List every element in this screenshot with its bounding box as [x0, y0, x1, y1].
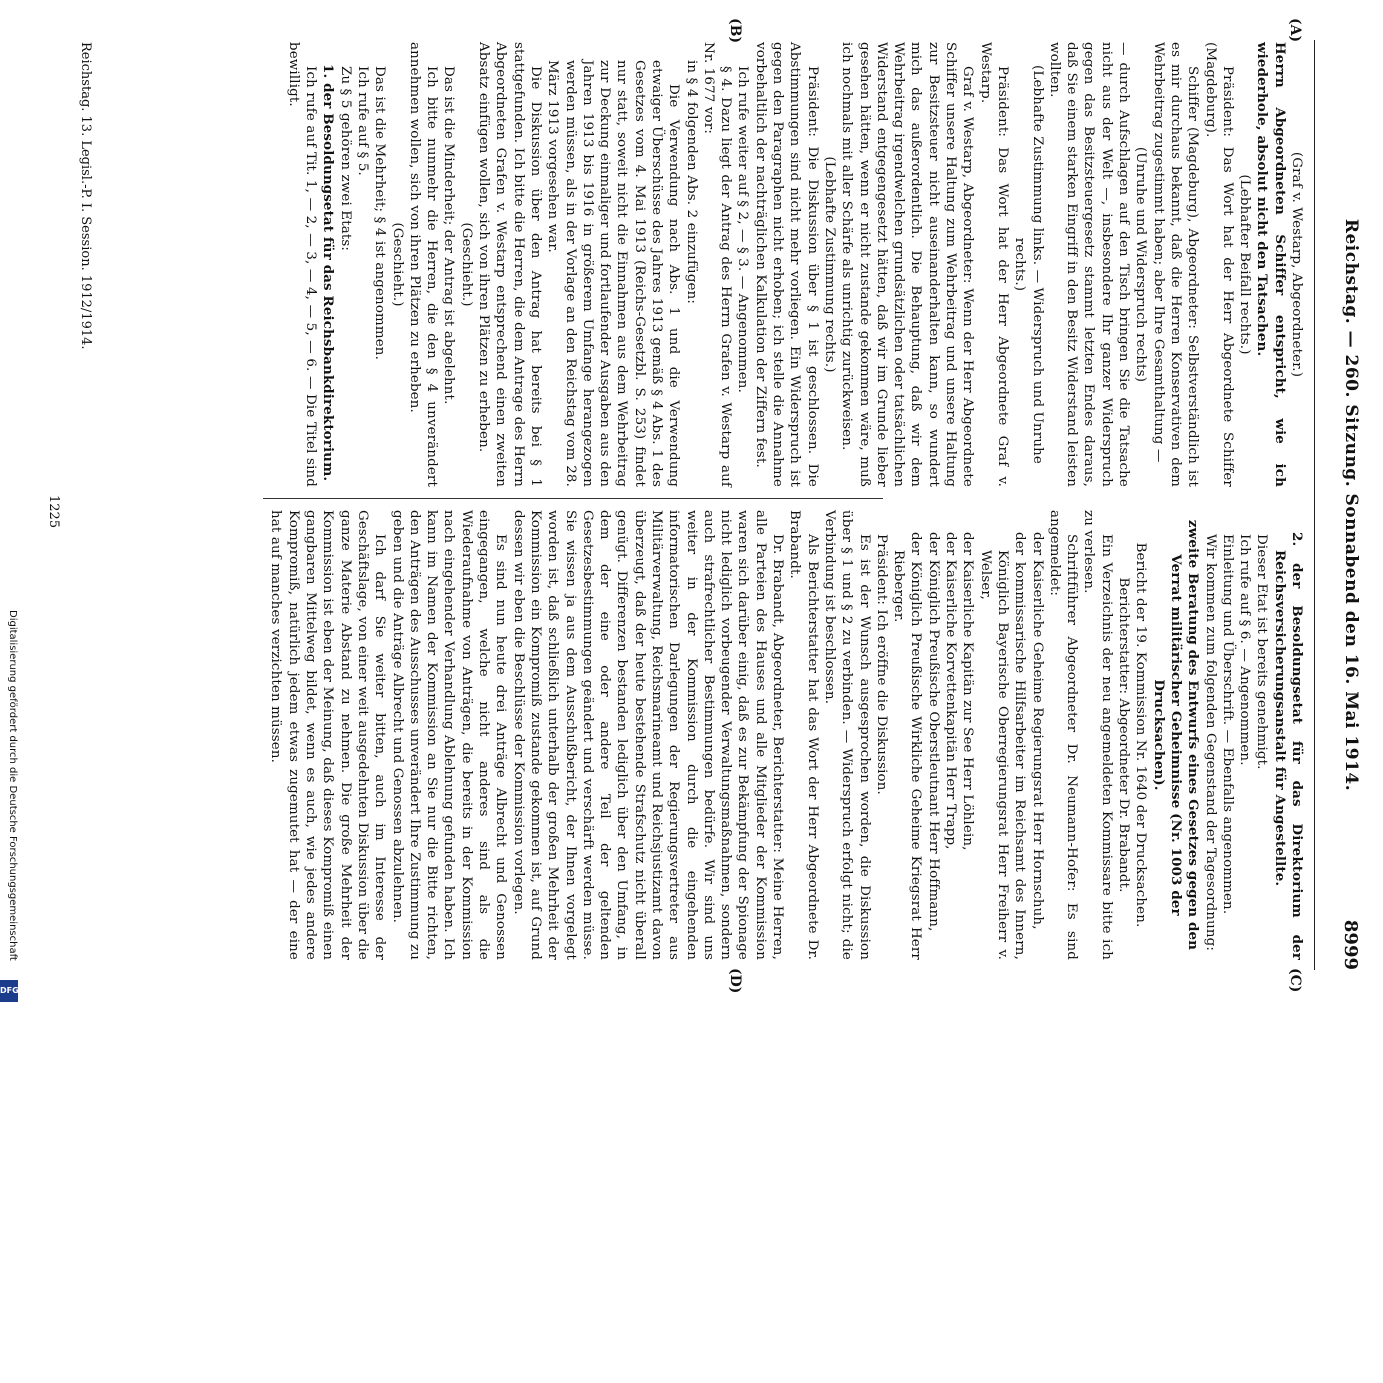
margin-mark-c: (C) [1287, 968, 1303, 993]
paragraph: Berichterstatter: Abgeordneter Dr. Brabandt. [1116, 577, 1132, 893]
paragraph: Dieser Etat ist bereits genehmigt. [1254, 534, 1270, 770]
paragraph: § 4. Dazu liegt der Antrag des Herrn Grafen v. Westarp auf Nr. 1677 vor: [700, 42, 734, 487]
paragraph: (Graf v. Westarp, Abgeordneter.) [1289, 151, 1304, 378]
margin-mark-d: (D) [727, 968, 743, 994]
paragraph: der Kaiserliche Korvettenkapitän Herr Trapp, [943, 532, 959, 850]
paragraph: Einleitung und Überschrift. — Ebenfalls angenommen. [1219, 534, 1235, 915]
paragraph: der Kaiserliche Kapitän zur See Herr Löhlein, [960, 532, 976, 851]
right-column [267, 510, 1305, 960]
paragraph: Ich rufe auf § 5. [354, 66, 370, 176]
paragraph: 2. der Besoldungsetat für das Direktorium der Reichsversicherungsanstalt für Angestellte. [1271, 532, 1305, 960]
paragraph: (Geschieht.) [458, 222, 474, 307]
paragraph: Es ist der Wunsch ausgesprochen worden, die Diskussion über § 1 und § 2 zu verbinden. — Widerspruch erfolgt nicht; die Verbindung ist beschlossen. [821, 510, 872, 960]
paragraph: (Geschieht.) [389, 222, 405, 307]
paragraph: Zu § 5 gehören zwei Etats: [337, 66, 353, 252]
paragraph: — durch Aufschlagen auf den Tisch bringen Sie die Tatsache nicht aus der Welt —, insbesondere Ihr ganzer Widerspruch gegen das Besitzsteuergesetz stammt letzten Endes daraus, daß Sie einem starken Eingriff in den Besitz Widerstand leisten wollten. [1046, 42, 1132, 487]
digitization-credit-text: Digitalisierung gefördert durch die Deutsche Forschungsgemeinschaft [7, 610, 18, 961]
paragraph: Die Verwendung nach Abs. 1 und die Verwendung etwaiger Überschüsse des Jahres 1913 gemäß § 4 Abs. 1 des Gesetzes vom 4. Mai 1913 (Reichs-Gesetzbl. S. 253) findet nur statt, soweit nicht die Einnahmen aus dem Wehrbeitrag zur Deckung einmaliger und fortlaufender Ausgaben aus den Jahren 1913 bis 1916 in größerem Umfange herangezogen werden müssen, als in der Vorlage an den Reichstag vom 28. März 1913 vorgesehen war. [545, 60, 682, 487]
paragraph: Präsident: Das Wort hat der Herr Abgeordnete Schiffer (Magdeburg). [1202, 42, 1235, 487]
paragraph: Ich rufe weiter auf § 2, — § 3. — Angenommen. [735, 66, 751, 393]
paragraph: Das ist die Minderheit; der Antrag ist abgelehnt. [441, 66, 457, 405]
paragraph: zweite Beratung des Entwurfs eines Gesetzes gegen den Verrat militärischer Geheimnisse (Nr. 1003 der Drucksachen). [1150, 519, 1202, 951]
page-footer-left: Reichstag. 13. Legisl.-P. I. Session. 1912/1914. [78, 42, 93, 350]
paragraph: in § 4 folgenden Abs. 2 einzufügen: [683, 60, 699, 305]
page-footer-number: 1225 [46, 495, 61, 529]
paragraph: Als Berichterstatter hat das Wort der Herr Abgeordnete Dr. Brabandt. [787, 510, 820, 960]
paragraph: der Kaiserliche Geheime Regierungsrat Herr Hornschuh, [1029, 532, 1045, 930]
page-number: 8999 [1340, 919, 1361, 970]
paragraph: Dr. Brabandt, Abgeordneter, Berichterstatter: Meine Herren, alle Parteien des Hauses und alle Mitglieder der Kommission waren sich darüber einig, daß es zur Bekämpfung der Spionage nicht lediglich vorbeugender Verwaltungsmaßnahmen, sondern auch strafrechtlicher Bestimmungen bedürfe. Wir sind uns weiter in der Kommission durch die eingehenden informatorischen Darlegungen der Regierungsvertreter aus Militärverwaltung, Reichsmarineamt und Reichsjustizamt davon überzeugt, daß der heute bestehende Strafschutz nicht überall genügt. Differenzen bestanden lediglich über den Umfang, in dem der eine oder andere Teil der geltenden Gesetzesbestimmungen geändert und verschärft werden müsse. Sie wissen ja aus dem Ausschußbericht, der Ihnen vorgelegt worden ist, daß schließlich unterhalb der großen Mehrheit der Kommission ein Kompromiß zustande gekommen ist, auf Grund dessen wir eben die Beschlüsse der Kommission vorlegen. [510, 510, 786, 960]
paragraph: Graf v. Westarp, Abgeordneter: Wenn der Herr Abgeordnete Schiffer unsere Haltung zum Wehrbeitrag und unsere Haltung zur Besitzsteuer nicht auseinanderhalten kann, so wundert mich das außerordentlich. Die Behauptung, daß wir dem Wehrbeitrag irgendwelchen grundsätzlichen oder tatsächlichen Widerstand entgegengesetzt hätten, daß wir im Grunde lieber gesehen hätten, wenn er nicht zustande gekommen wäre, muß ich nochmals mit aller Schärfe als unrichtig zurückweisen. [839, 42, 976, 487]
digitization-credit [4, 0, 20, 1383]
paragraph: Das ist die Mehrheit; § 4 ist angenommen. [372, 66, 388, 360]
paragraph: Es sind nun heute drei Anträge Albrecht und Genossen eingegangen, welche nicht anderes sind als die Wiederaufnahme von Anträgen, die bereits in der Kommission nach eingehender Verhandlung Ablehnung gefunden haben. Ich kann im Namen der Kommission an Sie nur die Bitte richten, den Anträgen des Ausschusses unverändert Ihre Zustimmung zu geben und die Anträge Albrecht und Genossen abzulehnen. [389, 510, 509, 960]
paragraph: Ich bitte nunmehr die Herren, die den § 4 unverändert annehmen wollen, sich von ihren Plätzen zu erheben. [406, 42, 440, 487]
paragraph: Ich rufe auf Tit. 1, — 2, — 3, — 4, — 5, — 6. — Die Titel sind bewilligt. [285, 42, 319, 487]
paragraph: Wir kommen zum folgenden Gegenstand der Tagesordnung: [1202, 534, 1218, 952]
paragraph: Die Diskussion über den Antrag hat bereits bei § 1 stattgefunden. Ich bitte die Herren, die dem Antrage des Herrn Abgeordneten Grafen v. Westarp entsprechend einen zweiten Absatz einfügen wollen, sich von ihren Plätzen zu erheben. [476, 42, 543, 487]
header-title: Reichstag. — 260. Sitzung. Sonnabend den 16. Mai 1914. [1341, 218, 1361, 792]
margin-mark-a: (A) [1287, 18, 1303, 43]
paragraph: der Königlich Preußische Oberstleutnant Herr Hoffmann, [925, 532, 941, 932]
column-divider [263, 498, 883, 499]
paragraph: (Lebhafter Beifall rechts.) [1237, 174, 1253, 355]
paragraph: (Lebhafte Zustimmung rechts.) [821, 156, 837, 373]
page-header [1321, 40, 1361, 970]
paragraph: Herrn Abgeordneten Schiffer entspricht, wie ich wiederhole, absolut nicht den Tatsachen. [1254, 42, 1288, 487]
paragraph: Bericht der 19. Kommission Nr. 1640 der Drucksachen. [1133, 542, 1149, 928]
paragraph: der Königlich Preußische Wirkliche Geheime Kriegsrat Herr Rieberger. [891, 532, 924, 960]
left-column [284, 42, 1305, 487]
paragraph: (Unruhe und Widerspruch rechts) [1133, 146, 1149, 383]
margin-mark-b: (B) [727, 18, 743, 44]
paragraph: (Lebhafte Zustimmung links. — Widerspruch und Unruhe rechts.) [1012, 65, 1045, 464]
paragraph: Schriftführer Abgeordneter Dr. Neumann-Hofer: Es sind angemeldet: [1046, 510, 1080, 960]
dfg-logo: DFG [0, 980, 18, 1002]
paragraph: Präsident: Ich eröffne die Diskussion. [873, 534, 889, 795]
paragraph: Präsident: Das Wort hat der Herr Abgeordnete Graf v. Westarp. [977, 42, 1010, 487]
paragraph: 1. der Besoldungsetat für das Reichsbankdirektorium. [320, 64, 337, 482]
paragraph: Präsident: Die Diskussion über § 1 ist geschlossen. Die Abstimmungen sind nicht mehr vorliegen. Ein Widerspruch ist gegen den Paragraphen nicht erhoben; ich stelle die Annahme vorbehaltlich der nachträglichen Kalkulation der Ziffern fest. [752, 42, 820, 487]
paragraph: Schiffer (Magdeburg), Abgeordneter: Selbstverständlich ist es mir durchaus bekannt, daß die Herren Konservativen dem Wehrbeitrag zugestimmt haben; aber Ihre Gesamthaltung — [1150, 42, 1201, 487]
paragraph: der kommissarische Hilfsarbeiter im Reichsamt des Innern, Königlich Bayerische Oberregierungsrat Herr Freiherr v. Welser, [977, 532, 1028, 960]
paragraph: Ich rufe auf § 6. — Angenommen. [1237, 534, 1253, 766]
paragraph: Ich darf Sie weiter bitten, auch im Interesse der Geschäftslage, von einer weit ausgedehnten Diskussion über die ganze Materie Abstand zu nehmen. Die große Mehrheit der Kommission ist eben der Meinung, daß dieses Kompromiß einen gangbaren Mittelweg bildet, wenn es auch, wie jedes andere Kompromiß, natürlich jedem etwas zugemutet hat — der eine hat auf manches verzichten müssen. [268, 510, 388, 960]
paragraph: Ein Verzeichnis der neu angemeldeten Kommissare bitte ich zu verlesen. [1081, 510, 1114, 960]
header-rule [1314, 40, 1315, 970]
